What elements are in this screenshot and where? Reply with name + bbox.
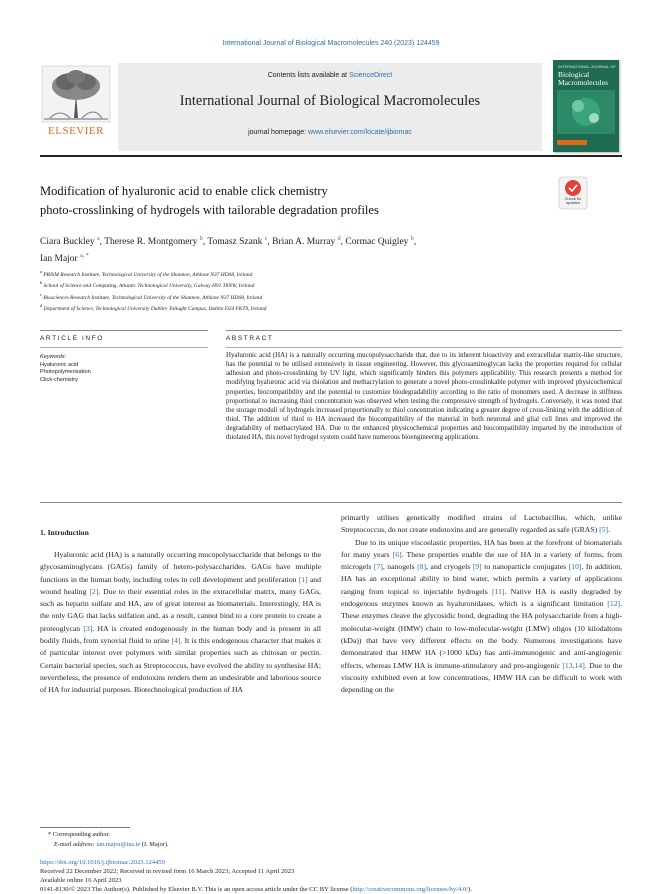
homepage-prefix: journal homepage: [248, 129, 309, 136]
citation-link[interactable]: [6] [392, 549, 402, 559]
body-text: , nanogels [382, 562, 418, 572]
intro-paragraph-1 [40, 549, 321, 697]
paper-title [40, 182, 520, 220]
corresponding-author-note: * Corresponding author. [48, 831, 110, 838]
cover-title: Biological Macromolecules [558, 70, 608, 87]
article-info-rule-lower [40, 347, 208, 348]
author[interactable]: Therese R. Montgomery $^b$ [104, 236, 203, 248]
cover-small-text: INTERNATIONAL JOURNAL OF [558, 64, 616, 69]
license-line: 0141-8130/© 2023 The Author(s). Published by Elsevier B.V. This is an open access article under the CC BY license (http://creativecommons.org/licenses/by/4.0/). [40, 886, 472, 893]
body-text: primarily utilises genetically modified strains of Lactobacillus, which, unlike Streptococcus, do not create endotoxins and are generally regarded as safe (GRAS) [341, 513, 622, 535]
citation-link[interactable]: [10] [568, 562, 582, 572]
body-text: and wound healing [40, 574, 321, 596]
keyword: Hyaluronic acid [40, 361, 79, 368]
license-link[interactable]: http://creativecommons.org/licenses/by/4.0/ [352, 886, 469, 893]
body-text: . Due to their essential roles in the extracellular matrix, many GAGs, such as heparin sulfate and HA, are of great interest as biomaterials. Interestingly, HA is the only GAG that lacks sulfation and, as a result, cannot bind to a core protein to create a proteoglycan [40, 586, 321, 633]
body-text: Due to its unique viscoelastic properties, HA has been at the forefront of biomaterials for many years [341, 537, 622, 559]
check-for-updates-badge[interactable] [558, 176, 588, 210]
email-line: E-mail address: ian.major@tus.ie (I. Major). [54, 840, 169, 848]
citation-link[interactable]: [1] [298, 574, 308, 584]
paper-title-line-2: photo-crosslinking of hydrogels with tailorable degradation profiles [40, 203, 379, 217]
body-text: , and cryogels [426, 562, 473, 572]
abstract-bottom-rule [40, 502, 622, 503]
citation-link[interactable]: [5] [599, 525, 609, 535]
intro-right-column [341, 512, 622, 696]
corresponding-footnote [40, 830, 340, 849]
keyword: Click-chemistry [40, 376, 78, 383]
intro-left-column [40, 549, 321, 697]
keyword: Photopolymerisation [40, 369, 91, 376]
abstract-rule [226, 330, 622, 331]
header-divider [40, 155, 622, 157]
abstract-heading: ABSTRACT [226, 335, 274, 342]
abstract-text: Hyaluronic acid (HA) is a naturally occurring mucopolysaccharide that, due to its inherent bioactivity and extracellular matrix-like structure, has the potential to be utilised extensively in tissue engineering. However, this glycosaminoglycan lacks the properties required for cellular adhesion and photo-crosslinking by UV light, which significantly hinders this polymers applicability. This research presents a method for modifying hyaluronic acid via thiolation and methacrylation to generate a novel photo-crosslinkable polymer with improved physicochemical properties, biocompatibility and the potential to customize biodegradability according to the ratio of monomers used. A decrease in stiffness proportional to increasing thiol concentration was observed when testing the compressive strength of hydrogels. Conversely, it was noted that the storage moduli of hydrogels increased proportionally to thiol concentration indicating a greater degree of cross-linking with the addition of thiol. The addition of thiol to HA increased the biocompatibility of the material in both neuronal and glial cell lines and improved the degradability of methacrylated HA. Due to the enhanced physicochemical properties and biocompatibility imparted by the introduction of thiolated HA, this novel hydrogel system could have numerous bioengineering applications. [226, 352, 622, 442]
article-info-heading: ARTICLE INFO [40, 335, 104, 342]
citation-link[interactable]: [13,14] [562, 660, 585, 670]
citation-link[interactable]: [12] [607, 599, 621, 609]
received-dates: Received 22 December 2022; Received in revised form 16 March 2023; Accepted 11 April 2023 [40, 868, 295, 875]
keywords-block [40, 354, 205, 384]
body-text: Hyaluronic acid (HA) is a naturally occurring mucopolysaccharide that belongs to the glycosaminoglycans (GAGs) family of hetero-polysaccharides. GAGs have multiple functions in the human body, including roles in cell development and proliferation [40, 550, 321, 584]
affiliation: $^b$ School of Science and Computing, Atlantic Technological University, Galway H91 T8NW, Ireland [40, 280, 255, 290]
author-list: Ciara Buckley $^a$, Therese R. Montgomery $^b$, Tomasz Szank $^c$, Brian A. Murray $^d$, Cormac Quigley $^b$, Ian Major $^{a, *}$ [40, 236, 417, 265]
keywords-label: Keywords: [40, 354, 67, 360]
affiliation: $^d$ Department of Science, Technological University Dublin- Tallaght Campus, Dublin D24 FKT9, Ireland [40, 303, 267, 312]
body-text: to nanoparticle conjugates [481, 562, 569, 572]
sciencedirect-link[interactable]: ScienceDirect [349, 72, 393, 79]
doi-link[interactable]: https://doi.org/10.1016/j.ijbiomac.2023.124459 [40, 859, 165, 866]
paper-title-line-1: Modification of hyaluronic acid to enable click chemistry [40, 184, 328, 198]
email-link[interactable]: ian.major@tus.ie [96, 840, 141, 848]
intro-paragraph-1-continued [341, 512, 622, 537]
affiliations [40, 268, 600, 314]
badge-text: Check for updates [564, 196, 582, 206]
article-info-rule [40, 330, 208, 331]
citation-link[interactable]: [11] [491, 586, 505, 596]
body-text: . These properties enable the use of HA in a variety of forms, from microgels [341, 549, 622, 572]
citation-link[interactable]: [4] [171, 636, 181, 646]
abstract-rule-lower [226, 347, 622, 348]
online-date: Available online 16 April 2023 [40, 877, 122, 884]
intro-paragraph-2 [341, 537, 622, 697]
affiliation: $^a$ PRISM Research Institute, Technological University of the Shannon, Athlone N37 HD68, Ireland [40, 269, 253, 278]
author[interactable]: Tomasz Szank $^c$ [207, 236, 268, 248]
affiliation: $^c$ Biosciences Research Institute, Technological University of the Shannon, Athlone N37 HD68, Ireland [40, 291, 263, 301]
author[interactable]: Cormac Quigley $^b$ [345, 236, 414, 248]
citation-link[interactable]: [9] [472, 562, 482, 572]
citation-link[interactable]: [3] [83, 623, 93, 633]
journal-homepage-link[interactable]: www.elsevier.com/locate/ijbiomac [308, 129, 412, 136]
citation-link[interactable]: [8] [417, 562, 427, 572]
author[interactable]: Brian A. Murray $^d$ [272, 236, 341, 248]
body-text: . Due to the viscosity exhibited even at low concentrations, HMW HA can be difficult to work with depending on the [341, 660, 622, 695]
body-text: . In addition, HA has an exceptional ability to bind water, which permits a variety of applications ranging from topical to injectable hydrogels [341, 562, 622, 596]
author[interactable]: Ian Major $^{a, *}$ [40, 253, 89, 265]
publication-info [40, 858, 630, 894]
body-text: . HA is created endogenously in the human body and is present in all bodily fluids, from synovial fluid to urine [40, 623, 321, 646]
author[interactable]: Ciara Buckley $^a$ [40, 236, 100, 248]
body-text: . These enzymes cleave the glycosidic bond, degrading the HA polysaccharide from a high-molecular-weight (HMW) chain to low-molecular-weight (LMW) oligos (10 kilodaltons (kDa)) that have very different effects on the body. Numerous investigations have demonstrated that HMW HA (>1000 kDa) has anti-immunogenic and anti-angiogenic effects, whereas LMW HA is immune-stimulatory and pro-angiogenic [341, 599, 622, 670]
intro-heading: 1. Introduction [40, 528, 89, 537]
body-text: . [608, 525, 610, 535]
contents-line [118, 72, 542, 79]
body-text: . It is this endogenous character that makes it of particular interest over polymers with similar properties such as chitosan or pectin. Certain bacterial species, such as Streptococcus, have evolved the ability to synthesise HA; nevertheless, the presence of endotoxins renders them an undesirable and laborious source of HA for industrial purposes. Biotechnological production of HA [40, 636, 321, 695]
citation-link[interactable]: [7] [373, 562, 383, 572]
journal-homepage-line [118, 129, 542, 136]
footnote-rule [40, 827, 130, 828]
contents-prefix: Contents lists available at [267, 72, 350, 79]
body-text: . Native HA is easily degraded by endogenous enzymes known as hyaluronidases, which is a significant limitation [341, 586, 622, 609]
journal-title: International Journal of Biological Macromolecules [179, 93, 481, 109]
citation-link[interactable]: [2] [89, 586, 99, 596]
journal-citation-line[interactable]: International Journal of Biological Macromolecules 240 (2023) 124459 [222, 40, 440, 47]
publisher-logo-text: ELSEVIER [48, 125, 104, 137]
